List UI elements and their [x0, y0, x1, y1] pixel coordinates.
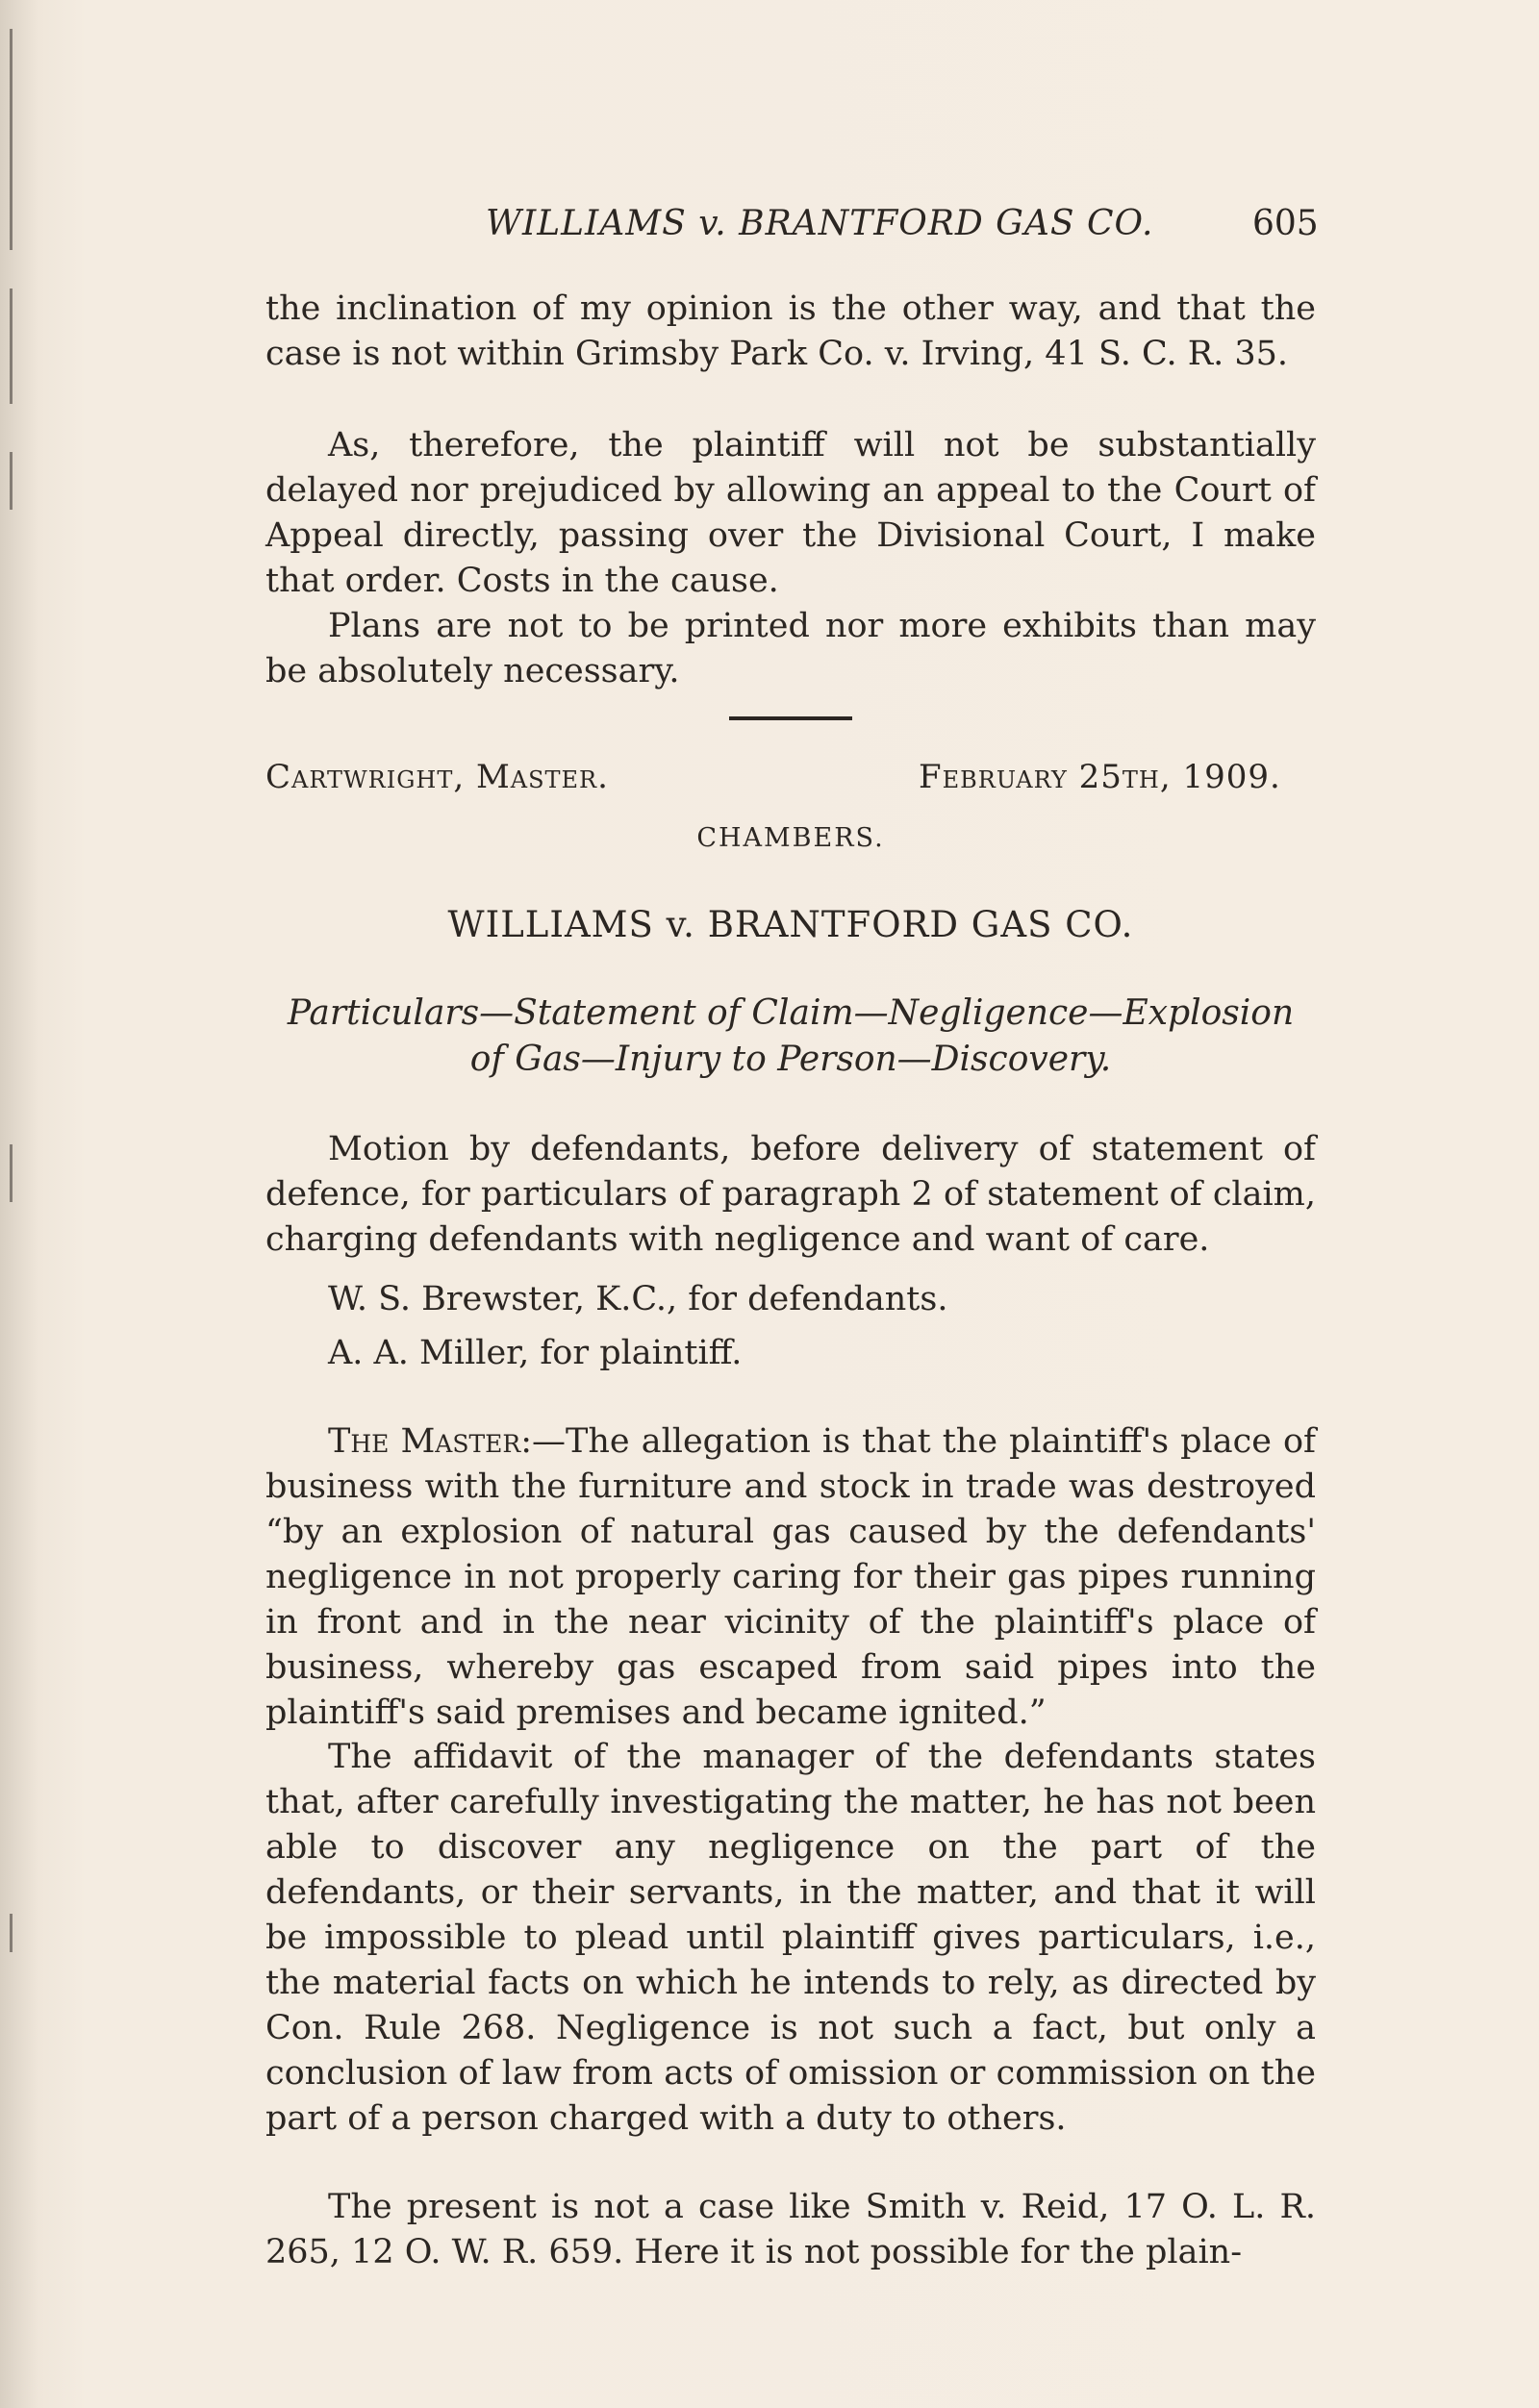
motion-paragraph: Motion by defendants, before delivery of statement of defence, for particulars of paragraph 2 of statement of claim, charging defendants with negligence and want of care.	[265, 1130, 1316, 1259]
binding-shadow	[10, 29, 13, 250]
prior-case-paragraph: the inclination of my opinion is the other way, and that the case is not within Grimsby Park Co. v. Irving, 41 S. C. R. 35.	[265, 289, 1316, 373]
judgment-paragraph: The affidavit of the manager of the defendants states that, after carefully investigating the matter, he has not been able to discover any negligence on the part of the defendants, or their servants, in the matter, and that it will be impossible to plead until plaintiff gives particulars, i.e., the material facts on which he intends to rely, as directed by Con. Rule 268. Negligence is not such a fact, but only a conclusion of law from acts of omission or commission on the part of a person charged with a duty to others.	[265, 1738, 1316, 2138]
decision-date: February 25th, 1909.	[919, 758, 1281, 796]
binding-shadow	[10, 452, 13, 510]
counsel-defendants: W. S. Brewster, K.C., for defendants.	[328, 1280, 948, 1318]
prior-case-paragraph: As, therefore, the plaintiff will not be substantially delayed nor prejudiced by allowing an appeal to the Court of Appeal directly, passing over the Divisional Court, I make that order. Costs in the cause.	[265, 426, 1316, 600]
binding-shadow	[10, 1144, 13, 1202]
judgment-speaker: The Master	[328, 1422, 521, 1461]
judgment-text: :—The allegation is that the plaintiff's place of business with the furniture and stock in trade was destroyed “by an explosion of natural gas caused by the defendants' negligence in not properly caring for their gas pipes running in front and in the near vicinity of the plaintiff's place of business, whereby gas escaped from said pipes into the plaintiff's said premises and became ignited.”	[265, 1422, 1317, 1732]
binding-shadow	[10, 288, 13, 404]
page-number: 605	[1252, 204, 1319, 243]
case-title: WILLIAMS v. BRANTFORD GAS CO.	[447, 904, 1134, 945]
binding-shadow	[10, 1914, 13, 1952]
prior-case-paragraph: Plans are not to be printed nor more exhibits than may be absolutely necessary.	[265, 607, 1316, 690]
judge-name: Cartwright, Master.	[265, 758, 609, 796]
judgment-paragraph: The present is not a case like Smith v. Reid, 17 O. L. R. 265, 12 O. W. R. 659. Here it is not possible for the plain-	[265, 2188, 1316, 2271]
court-label: CHAMBERS.	[696, 823, 885, 853]
headnote: Particulars—Statement of Claim—Negligence—Explosion of Gas—Injury to Person—Discovery.	[287, 993, 1295, 1079]
judgment-paragraph	[265, 1419, 1316, 1736]
counsel-plaintiff: A. A. Miller, for plaintiff.	[328, 1334, 743, 1372]
section-divider	[729, 716, 852, 720]
running-title: WILLIAMS v. BRANTFORD GAS CO.	[486, 204, 1154, 243]
